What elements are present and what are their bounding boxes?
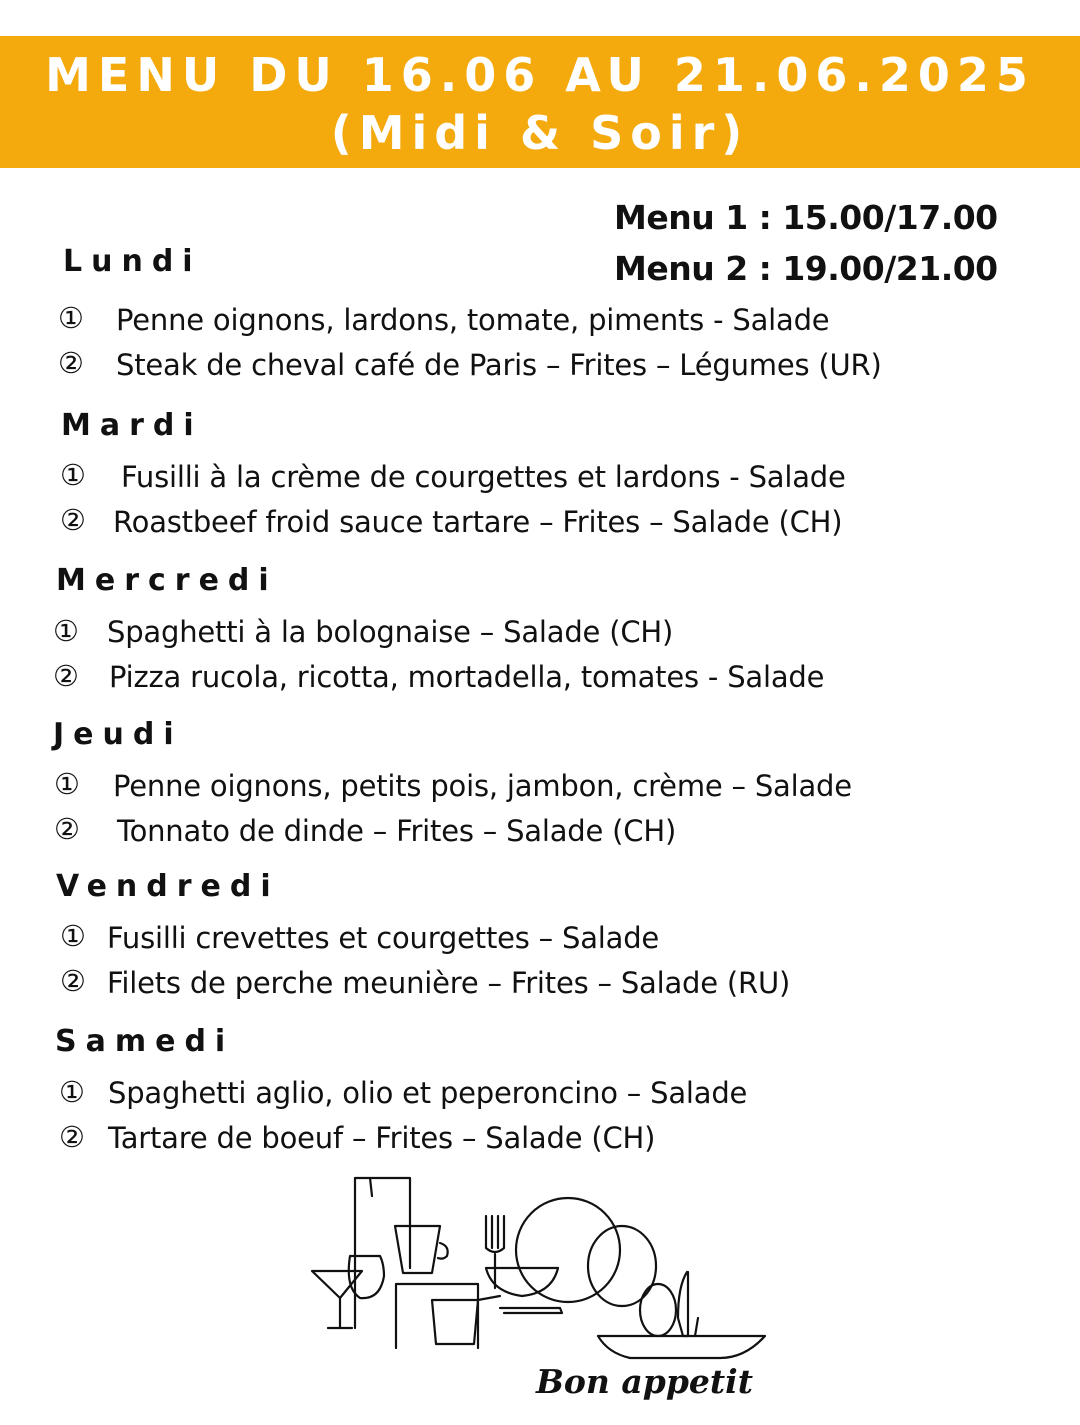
day-heading-mercredi: Mercredi bbox=[56, 563, 278, 598]
menu-item-vendredi-1: Fusilli crevettes et courgettes – Salade bbox=[107, 921, 660, 955]
item-number-2: ② bbox=[54, 812, 80, 846]
item-number-1: ① bbox=[58, 301, 84, 335]
menu-item-mercredi-1: Spaghetti à la bolognaise – Salade (CH) bbox=[107, 615, 674, 649]
menu-item-jeudi-2: Tonnato de dinde – Frites – Salade (CH) bbox=[117, 814, 677, 848]
day-heading-jeudi: Jeudi bbox=[53, 717, 183, 752]
menu-item-mercredi-2: Pizza rucola, ricotta, mortadella, tomates - Salade bbox=[109, 660, 825, 694]
day-heading-vendredi: Vendredi bbox=[56, 869, 280, 904]
menu-title: MENU DU 16.06 AU 21.06.2025 bbox=[45, 48, 1035, 102]
day-heading-lundi: Lundi bbox=[63, 244, 202, 279]
menu-item-lundi-2: Steak de cheval café de Paris – Frites – Légumes (UR) bbox=[116, 348, 882, 382]
menu-item-vendredi-2: Filets de perche meunière – Frites – Salade (RU) bbox=[107, 966, 791, 1000]
item-number-2: ② bbox=[58, 346, 84, 380]
menu-item-lundi-1: Penne oignons, lardons, tomate, piments - Salade bbox=[116, 303, 830, 337]
service-times bbox=[614, 192, 998, 294]
menu-item-samedi-1: Spaghetti aglio, olio et peperoncino – Salade bbox=[108, 1076, 748, 1110]
menu-item-mardi-1: Fusilli à la crème de courgettes et lardons - Salade bbox=[121, 460, 846, 494]
item-number-2: ② bbox=[60, 503, 86, 537]
item-number-1: ① bbox=[60, 458, 86, 492]
menu-header-banner bbox=[0, 36, 1080, 168]
item-number-2: ② bbox=[60, 964, 86, 998]
menu1-time: Menu 1 : 15.00/17.00 bbox=[614, 198, 998, 237]
menu2-time: Menu 2 : 19.00/21.00 bbox=[614, 249, 998, 288]
menu-item-samedi-2: Tartare de boeuf – Frites – Salade (CH) bbox=[108, 1121, 656, 1155]
menu-subtitle: (Midi & Soir) bbox=[330, 106, 750, 160]
item-number-2: ② bbox=[53, 659, 79, 693]
item-number-1: ① bbox=[59, 1075, 85, 1109]
item-number-2: ② bbox=[59, 1120, 85, 1154]
day-heading-samedi: Samedi bbox=[55, 1024, 235, 1059]
menu-item-jeudi-1: Penne oignons, petits pois, jambon, crème – Salade bbox=[113, 769, 852, 803]
menu-item-mardi-2: Roastbeef froid sauce tartare – Frites – Salade (CH) bbox=[113, 505, 843, 539]
bon-appetit-signature: Bon appetit bbox=[536, 1362, 753, 1401]
item-number-1: ① bbox=[60, 919, 86, 953]
item-number-1: ① bbox=[54, 767, 80, 801]
day-heading-mardi: Mardi bbox=[61, 408, 203, 443]
item-number-1: ① bbox=[53, 614, 79, 648]
